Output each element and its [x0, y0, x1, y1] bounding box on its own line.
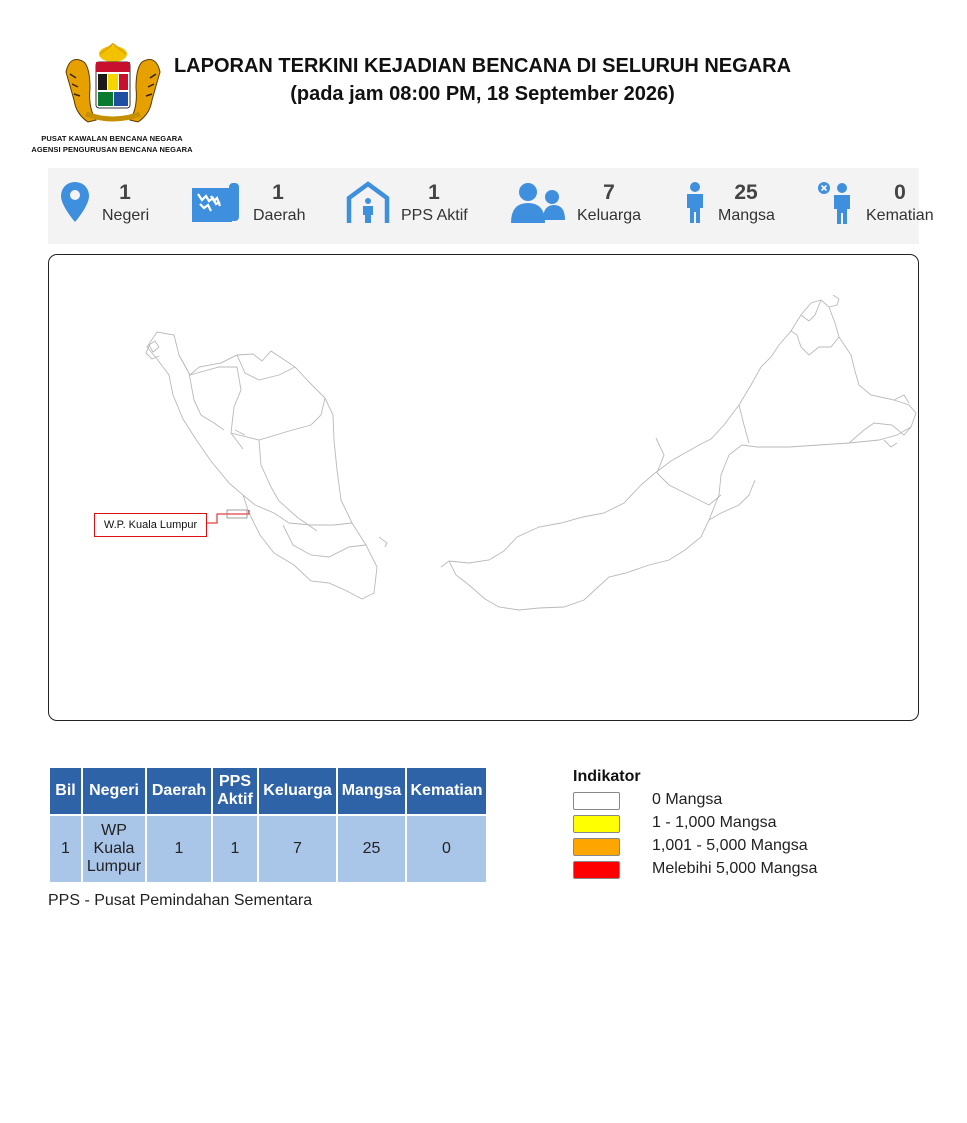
agency-line-2: AGENSI PENGURUSAN BENCANA NEGARA [31, 145, 193, 154]
header-bil: Bil [50, 768, 81, 814]
agency-line-1: PUSAT KAWALAN BENCANA NEGARA [41, 134, 183, 143]
header-negeri: Negeri [83, 768, 145, 814]
stat-mangsa-label: Mangsa [718, 207, 775, 224]
map-label-kuala-lumpur[interactable]: W.P. Kuala Lumpur [94, 513, 207, 537]
legend-swatch [573, 815, 620, 833]
cell-negeri: WP Kuala Lumpur [83, 816, 145, 882]
page-title: LAPORAN TERKINI KEJADIAN BENCANA DI SELURUH NEGARA [173, 55, 792, 77]
stat-kematian-label: Kematian [866, 207, 934, 224]
district-map-icon [191, 182, 241, 224]
death-person-icon [817, 181, 855, 225]
legend-title: Indikator [573, 768, 641, 785]
shelter-icon [346, 181, 390, 225]
stat-daerah-value: 1 [272, 181, 284, 204]
header-daerah: Daerah [147, 768, 211, 814]
legend-swatch [573, 792, 620, 810]
cell-bil: 1 [50, 816, 81, 882]
stat-keluarga-label: Keluarga [577, 207, 642, 224]
stat-mangsa-value: 25 [734, 181, 758, 204]
legend-label: Melebihi 5,000 Mangsa [652, 860, 818, 877]
stat-keluarga-value: 7 [603, 181, 615, 204]
person-icon [682, 182, 708, 224]
table-header-row [50, 768, 486, 814]
cell-pps-aktif: 1 [213, 816, 257, 882]
legend-label: 1 - 1,000 Mangsa [652, 814, 777, 831]
summary-stats-bar [48, 168, 934, 244]
pps-footnote: PPS - Pusat Pemindahan Sementara [48, 892, 313, 909]
cell-kematian: 0 [407, 816, 486, 882]
cell-daerah: 1 [147, 816, 211, 882]
legend-swatch [573, 861, 620, 879]
legend-label: 0 Mangsa [652, 791, 723, 808]
disaster-map[interactable] [48, 254, 919, 721]
page-subtitle: (pada jam 08:00 PM, 18 September 2026) [290, 83, 675, 105]
cell-keluarga: 7 [259, 816, 336, 882]
stat-kematian-value: 0 [894, 181, 906, 204]
header-keluarga: Keluarga [259, 768, 336, 814]
location-pin-icon [60, 180, 90, 224]
legend-swatch [573, 838, 620, 856]
table-row [50, 816, 486, 882]
cell-mangsa: 25 [338, 816, 405, 882]
family-icon [510, 182, 566, 224]
stat-negeri-value: 1 [119, 181, 131, 204]
header-pps-aktif: PPS Aktif [213, 768, 257, 814]
stat-negeri-label: Negeri [102, 207, 150, 224]
summary-table [48, 766, 488, 884]
stat-pps-value: 1 [428, 181, 440, 204]
header-kematian: Kematian [407, 768, 486, 814]
stat-pps-label: PPS Aktif [401, 207, 468, 224]
legend-label: 1,001 - 5,000 Mangsa [652, 837, 808, 854]
header-mangsa: Mangsa [338, 768, 405, 814]
stat-daerah-label: Daerah [253, 207, 306, 224]
malaysia-map-outline [49, 255, 918, 720]
coat-of-arms-logo [60, 42, 166, 126]
